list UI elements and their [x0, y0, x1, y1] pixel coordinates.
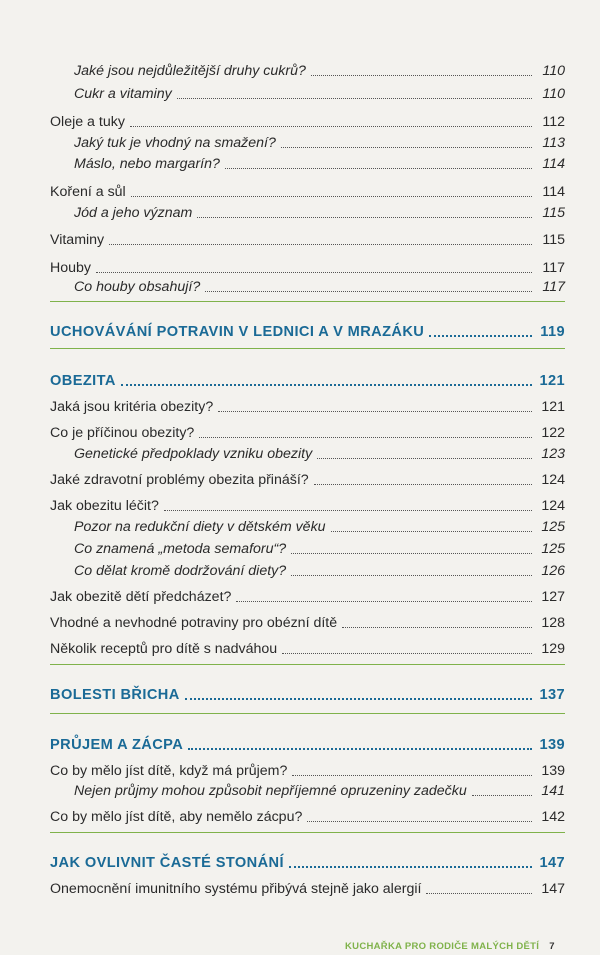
dot-leader — [281, 146, 532, 148]
entry-title: Máslo, nebo margarín? — [74, 156, 220, 172]
toc-chapter-heading — [50, 736, 565, 754]
entry-page: 122 — [541, 425, 565, 441]
entry-page: 113 — [542, 135, 565, 151]
entry-page: 123 — [541, 446, 565, 462]
entry-title: Několik receptů pro dítě s nadváhou — [50, 641, 278, 657]
toc-entry — [50, 398, 565, 416]
dot-leader — [342, 626, 532, 628]
entry-title: Onemocnění imunitního systému přibývá stejně jako alergií — [50, 881, 422, 897]
dot-leader — [291, 552, 532, 554]
toc-entry — [50, 183, 565, 201]
dot-leader — [109, 243, 532, 245]
entry-title: Jaké zdravotní problémy obezita přináší? — [50, 472, 309, 488]
section-divider — [50, 832, 565, 833]
entry-title: Co znamená „metoda semaforu“? — [74, 541, 287, 557]
entry-title: Jaké jsou nejdůležitější druhy cukrů? — [74, 63, 306, 79]
dot-leader — [472, 794, 532, 796]
toc-entry — [74, 85, 565, 103]
toc-entry — [50, 471, 565, 489]
dot-leader — [188, 747, 532, 750]
dot-leader — [292, 774, 532, 776]
dot-leader — [426, 892, 532, 894]
entry-page: 141 — [541, 783, 565, 799]
toc-entry — [50, 113, 565, 131]
entry-title: Pozor na redukční diety v dětském věku — [74, 519, 326, 535]
toc-entry — [50, 880, 565, 898]
dot-leader — [199, 436, 532, 438]
toc-entry — [74, 562, 565, 580]
entry-title: Vitaminy — [50, 232, 105, 248]
entry-title: Co je příčinou obezity? — [50, 425, 195, 441]
entry-page: 110 — [542, 63, 565, 79]
page-number: 7 — [549, 941, 555, 952]
chapter-title: UCHOVÁVÁNÍ POTRAVIN V LEDNICI A V MRAZÁKU — [50, 324, 425, 340]
entry-title: Koření a sůl — [50, 184, 126, 200]
entry-page: 124 — [541, 498, 565, 514]
dot-leader — [429, 334, 532, 337]
section-divider — [50, 713, 565, 714]
dot-leader — [218, 410, 532, 412]
entry-page: 147 — [541, 881, 565, 897]
dot-leader — [236, 600, 532, 602]
section-divider — [50, 348, 565, 349]
dot-leader — [331, 530, 532, 532]
entry-page: 117 — [542, 260, 565, 276]
chapter-page: 119 — [540, 324, 565, 340]
entry-page: 114 — [542, 156, 565, 172]
entry-title: Jak obezitu léčit? — [50, 498, 159, 514]
dot-leader — [131, 195, 532, 197]
entry-title: Genetické předpoklady vzniku obezity — [74, 446, 313, 462]
toc-entry — [50, 424, 565, 442]
toc-entry — [50, 259, 565, 277]
entry-page: 115 — [542, 232, 565, 248]
toc-chapter-heading — [50, 372, 565, 390]
entry-page: 114 — [542, 184, 565, 200]
entry-title: Oleje a tuky — [50, 114, 125, 130]
entry-title: Houby — [50, 260, 92, 276]
entry-title: Jaká jsou kritéria obezity? — [50, 399, 214, 415]
section-divider — [50, 664, 565, 665]
dot-leader — [317, 457, 532, 459]
entry-page: 125 — [541, 519, 565, 535]
entry-page: 126 — [541, 563, 565, 579]
dot-leader — [185, 697, 532, 700]
entry-title: Co dělat kromě dodržování diety? — [74, 563, 287, 579]
toc-entry — [50, 231, 565, 249]
toc-entry — [74, 204, 565, 222]
chapter-title: OBEZITA — [50, 373, 116, 389]
chapter-page: 121 — [539, 373, 565, 389]
dot-leader — [289, 865, 532, 868]
toc-entry — [50, 808, 565, 826]
dot-leader — [307, 820, 532, 822]
chapter-page: 147 — [539, 855, 565, 871]
dot-leader — [205, 290, 532, 292]
entry-page: 115 — [542, 205, 565, 221]
entry-title: Co houby obsahují? — [74, 279, 201, 295]
entry-title: Co by mělo jíst dítě, když má průjem? — [50, 763, 288, 779]
entry-title: Jak obezitě dětí předcházet? — [50, 589, 232, 605]
chapter-page: 139 — [539, 737, 565, 753]
entry-page: 110 — [542, 86, 565, 102]
toc-entry — [74, 782, 565, 800]
book-title: KUCHAŘKA PRO RODIČE MALÝCH DĚTÍ — [345, 941, 540, 952]
chapter-title: BOLESTI BŘICHA — [50, 687, 180, 703]
toc-entry — [74, 540, 565, 558]
toc-entry — [74, 62, 565, 80]
toc-entry — [50, 640, 565, 658]
dot-leader — [291, 574, 532, 576]
entry-page: 112 — [542, 114, 565, 130]
chapter-title: PRŮJEM A ZÁCPA — [50, 737, 184, 753]
entry-title: Co by mělo jíst dítě, aby nemělo zácpu? — [50, 809, 303, 825]
dot-leader — [311, 74, 532, 76]
entry-title: Nejen průjmy mohou způsobit nepříjemné opruzeniny zadečku — [74, 783, 467, 799]
toc-entry — [74, 518, 565, 536]
entry-title: Jaký tuk je vhodný na smažení? — [74, 135, 276, 151]
dot-leader — [197, 216, 532, 218]
entry-page: 129 — [541, 641, 565, 657]
dot-leader — [130, 125, 532, 127]
chapter-page: 137 — [539, 687, 565, 703]
entry-page: 142 — [541, 809, 565, 825]
entry-page: 139 — [541, 763, 565, 779]
section-divider — [50, 301, 565, 302]
toc-entry — [74, 134, 565, 152]
dot-leader — [314, 483, 532, 485]
entry-page: 121 — [541, 399, 565, 415]
entry-page: 128 — [541, 615, 565, 631]
toc-entry — [50, 588, 565, 606]
entry-title: Cukr a vitaminy — [74, 86, 172, 102]
chapter-title: JAK OVLIVNIT ČASTÉ STONÁNÍ — [50, 855, 284, 871]
dot-leader — [225, 167, 532, 169]
dot-leader — [177, 97, 532, 99]
toc-entry — [74, 155, 565, 173]
toc-entry — [50, 614, 565, 632]
dot-leader — [121, 383, 532, 386]
toc-chapter-heading — [50, 854, 565, 872]
page-footer — [345, 941, 555, 952]
dot-leader — [282, 652, 532, 654]
toc-entry — [50, 497, 565, 515]
toc-entry — [74, 278, 565, 296]
toc-entry — [74, 445, 565, 463]
toc-entry — [50, 762, 565, 780]
entry-page: 127 — [541, 589, 565, 605]
toc-chapter-heading — [50, 323, 565, 341]
entry-page: 117 — [542, 279, 565, 295]
entry-title: Jód a jeho význam — [74, 205, 193, 221]
entry-page: 125 — [541, 541, 565, 557]
dot-leader — [96, 271, 532, 273]
entry-title: Vhodné a nevhodné potraviny pro obézní dítě — [50, 615, 338, 631]
dot-leader — [164, 509, 532, 511]
entry-page: 124 — [541, 472, 565, 488]
toc-chapter-heading — [50, 686, 565, 704]
